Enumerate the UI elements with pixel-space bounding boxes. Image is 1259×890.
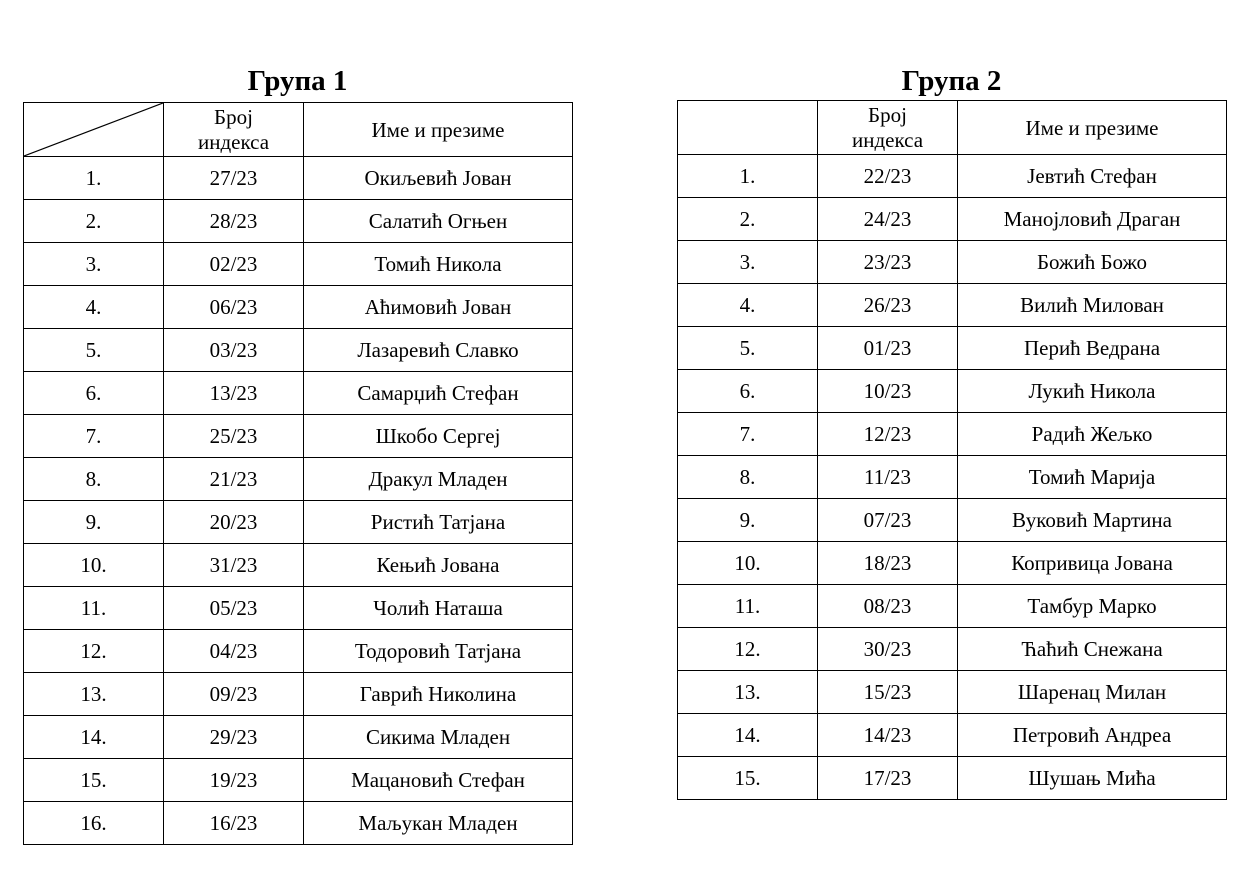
index-header-line-2: индекса bbox=[851, 127, 924, 152]
student-name-cell: Ристић Татјана bbox=[304, 501, 573, 544]
group-1-table bbox=[23, 102, 573, 845]
row-number-cell: 3. bbox=[678, 241, 818, 284]
row-number-cell: 2. bbox=[24, 200, 164, 243]
student-name-cell: Божић Божо bbox=[958, 241, 1227, 284]
index-number-cell: 19/23 bbox=[164, 759, 304, 802]
group-2-rows bbox=[678, 155, 1227, 800]
table-row bbox=[24, 630, 573, 673]
student-name-cell: Ћаћић Снежана bbox=[958, 628, 1227, 671]
index-number-cell: 05/23 bbox=[164, 587, 304, 630]
index-number-cell: 12/23 bbox=[818, 413, 958, 456]
row-number-cell: 4. bbox=[678, 284, 818, 327]
index-number-cell: 03/23 bbox=[164, 329, 304, 372]
index-header-line-1: Број bbox=[214, 104, 253, 129]
index-number-cell: 26/23 bbox=[818, 284, 958, 327]
index-number-cell: 29/23 bbox=[164, 716, 304, 759]
index-number-cell: 02/23 bbox=[164, 243, 304, 286]
table-header-row bbox=[24, 103, 573, 157]
row-number-cell: 11. bbox=[24, 587, 164, 630]
table-row bbox=[678, 413, 1227, 456]
group-2-title: Група 2 bbox=[901, 65, 1002, 97]
student-name-cell: Перић Ведрана bbox=[958, 327, 1227, 370]
table-row bbox=[678, 585, 1227, 628]
student-name-cell: Копривица Јована bbox=[958, 542, 1227, 585]
student-name-cell: Вилић Милован bbox=[958, 284, 1227, 327]
row-number-cell: 2. bbox=[678, 198, 818, 241]
table-row bbox=[678, 499, 1227, 542]
row-number-cell: 12. bbox=[678, 628, 818, 671]
table-row bbox=[678, 542, 1227, 585]
table-header-row bbox=[678, 101, 1227, 155]
index-number-cell: 07/23 bbox=[818, 499, 958, 542]
student-name-cell: Мацановић Стефан bbox=[304, 759, 573, 802]
student-name-cell: Тодоровић Татјана bbox=[304, 630, 573, 673]
student-name-cell: Окиљевић Јован bbox=[304, 157, 573, 200]
table-row bbox=[24, 458, 573, 501]
group-1-rows bbox=[24, 157, 573, 845]
student-name-cell: Тамбур Марко bbox=[958, 585, 1227, 628]
table-row bbox=[678, 241, 1227, 284]
index-number-cell: 30/23 bbox=[818, 628, 958, 671]
table-row bbox=[678, 198, 1227, 241]
table-row bbox=[678, 671, 1227, 714]
student-name-cell: Лазаревић Славко bbox=[304, 329, 573, 372]
row-number-cell: 12. bbox=[24, 630, 164, 673]
table-row bbox=[678, 456, 1227, 499]
student-name-cell: Салатић Огњен bbox=[304, 200, 573, 243]
index-number-cell: 11/23 bbox=[818, 456, 958, 499]
student-name-cell: Вуковић Мартина bbox=[958, 499, 1227, 542]
row-number-cell: 7. bbox=[678, 413, 818, 456]
table-row bbox=[24, 372, 573, 415]
table-row bbox=[678, 628, 1227, 671]
student-name-cell: Самарџић Стефан bbox=[304, 372, 573, 415]
index-number-cell: 06/23 bbox=[164, 286, 304, 329]
row-number-cell: 14. bbox=[678, 714, 818, 757]
row-number-cell: 9. bbox=[24, 501, 164, 544]
student-name-cell: Шушањ Мића bbox=[958, 757, 1227, 800]
table-row bbox=[24, 157, 573, 200]
table-row bbox=[24, 802, 573, 845]
index-number-cell: 18/23 bbox=[818, 542, 958, 585]
table-row bbox=[24, 329, 573, 372]
table-row bbox=[678, 155, 1227, 198]
index-number-cell: 25/23 bbox=[164, 415, 304, 458]
student-name-cell: Чолић Наташа bbox=[304, 587, 573, 630]
table-row bbox=[24, 415, 573, 458]
index-number-cell: 01/23 bbox=[818, 327, 958, 370]
row-number-cell: 15. bbox=[24, 759, 164, 802]
student-name-cell: Сикима Младен bbox=[304, 716, 573, 759]
index-column-header bbox=[164, 103, 304, 157]
row-number-cell: 11. bbox=[678, 585, 818, 628]
row-number-cell: 10. bbox=[24, 544, 164, 587]
row-number-cell: 13. bbox=[678, 671, 818, 714]
index-number-cell: 04/23 bbox=[164, 630, 304, 673]
student-name-cell: Јевтић Стефан bbox=[958, 155, 1227, 198]
row-number-cell: 13. bbox=[24, 673, 164, 716]
row-number-cell: 15. bbox=[678, 757, 818, 800]
row-number-cell: 1. bbox=[678, 155, 818, 198]
table-row bbox=[24, 759, 573, 802]
index-number-cell: 08/23 bbox=[818, 585, 958, 628]
index-number-cell: 23/23 bbox=[818, 241, 958, 284]
row-number-cell: 14. bbox=[24, 716, 164, 759]
student-name-cell: Кењић Јована bbox=[304, 544, 573, 587]
group-2-table bbox=[677, 100, 1227, 800]
table-row bbox=[24, 501, 573, 544]
table-row bbox=[24, 716, 573, 759]
row-number-cell: 10. bbox=[678, 542, 818, 585]
student-name-cell: Аћимовић Јован bbox=[304, 286, 573, 329]
student-name-cell: Шкобо Сергеј bbox=[304, 415, 573, 458]
student-name-cell: Томић Никола bbox=[304, 243, 573, 286]
index-number-cell: 20/23 bbox=[164, 501, 304, 544]
row-number-cell: 5. bbox=[678, 327, 818, 370]
diagonal-corner-cell bbox=[24, 103, 164, 157]
table-row bbox=[678, 757, 1227, 800]
name-column-header: Име и презиме bbox=[958, 101, 1227, 155]
number-column-header bbox=[678, 101, 818, 155]
row-number-cell: 6. bbox=[24, 372, 164, 415]
group-1-section bbox=[23, 62, 572, 845]
table-row bbox=[678, 714, 1227, 757]
index-number-cell: 15/23 bbox=[818, 671, 958, 714]
student-name-cell: Томић Марија bbox=[958, 456, 1227, 499]
table-row bbox=[24, 673, 573, 716]
student-name-cell: Лукић Никола bbox=[958, 370, 1227, 413]
student-name-cell: Маљукан Младен bbox=[304, 802, 573, 845]
student-name-cell: Дракул Младен bbox=[304, 458, 573, 501]
index-number-cell: 14/23 bbox=[818, 714, 958, 757]
index-number-cell: 22/23 bbox=[818, 155, 958, 198]
row-number-cell: 8. bbox=[678, 456, 818, 499]
table-row bbox=[24, 286, 573, 329]
row-number-cell: 4. bbox=[24, 286, 164, 329]
index-number-cell: 21/23 bbox=[164, 458, 304, 501]
row-number-cell: 8. bbox=[24, 458, 164, 501]
group-1-title: Група 1 bbox=[247, 65, 348, 97]
index-number-cell: 10/23 bbox=[818, 370, 958, 413]
group-2-section bbox=[677, 62, 1226, 800]
index-number-cell: 24/23 bbox=[818, 198, 958, 241]
table-row bbox=[678, 284, 1227, 327]
table-row bbox=[24, 544, 573, 587]
index-number-cell: 27/23 bbox=[164, 157, 304, 200]
index-number-cell: 31/23 bbox=[164, 544, 304, 587]
index-header-line-2: индекса bbox=[197, 129, 270, 154]
row-number-cell: 6. bbox=[678, 370, 818, 413]
student-name-cell: Гаврић Николина bbox=[304, 673, 573, 716]
row-number-cell: 7. bbox=[24, 415, 164, 458]
index-column-header bbox=[818, 101, 958, 155]
table-row bbox=[678, 327, 1227, 370]
student-name-cell: Радић Жељко bbox=[958, 413, 1227, 456]
index-number-cell: 28/23 bbox=[164, 200, 304, 243]
index-header-line-1: Број bbox=[868, 102, 907, 127]
row-number-cell: 9. bbox=[678, 499, 818, 542]
name-column-header: Име и презиме bbox=[304, 103, 573, 157]
student-name-cell: Манојловић Драган bbox=[958, 198, 1227, 241]
row-number-cell: 5. bbox=[24, 329, 164, 372]
student-name-cell: Петровић Андреа bbox=[958, 714, 1227, 757]
index-number-cell: 13/23 bbox=[164, 372, 304, 415]
row-number-cell: 3. bbox=[24, 243, 164, 286]
student-name-cell: Шаренац Милан bbox=[958, 671, 1227, 714]
index-number-cell: 16/23 bbox=[164, 802, 304, 845]
diagonal-line bbox=[24, 103, 163, 156]
index-number-cell: 09/23 bbox=[164, 673, 304, 716]
table-row bbox=[24, 243, 573, 286]
row-number-cell: 1. bbox=[24, 157, 164, 200]
table-row bbox=[678, 370, 1227, 413]
table-row bbox=[24, 200, 573, 243]
table-row bbox=[24, 587, 573, 630]
row-number-cell: 16. bbox=[24, 802, 164, 845]
index-number-cell: 17/23 bbox=[818, 757, 958, 800]
